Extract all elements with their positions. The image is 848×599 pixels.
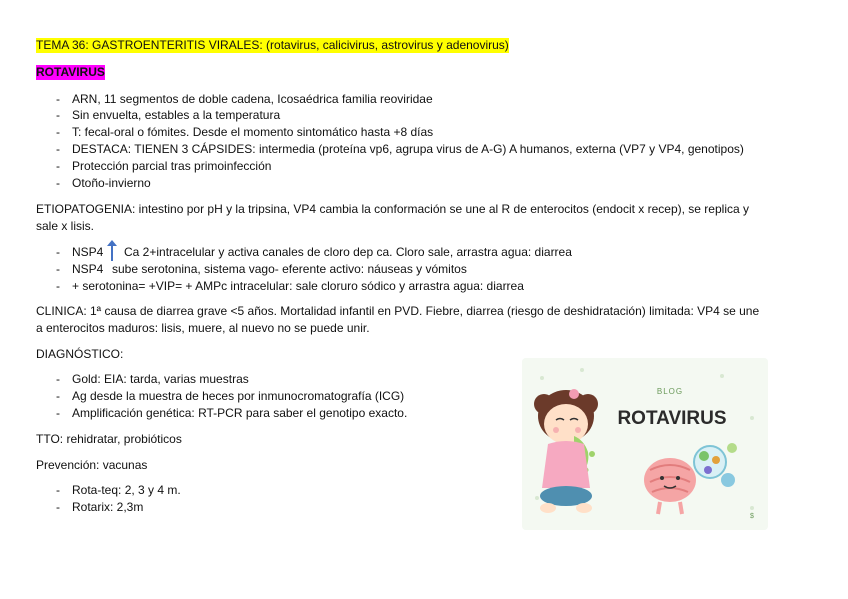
dash-bullet: - <box>56 262 60 276</box>
clinica-paragraph-line2: a enterocitos maduros: lisis, muere, al nuevo no se puede unir. <box>36 321 370 335</box>
dash-bullet: - <box>56 92 60 106</box>
dash-bullet: - <box>56 245 60 259</box>
dash-bullet: - <box>56 176 60 190</box>
dash-bullet: - <box>56 125 60 139</box>
prevencion-line: Prevención: vacunas <box>36 458 148 472</box>
dash-bullet: - <box>56 406 60 420</box>
rotavirus-blog-illustration <box>522 358 768 530</box>
svg-text:$: $ <box>750 513 754 520</box>
up-arrow-icon <box>111 245 113 261</box>
dash-bullet: - <box>56 483 60 497</box>
tto-line: TTO: rehidratar, probióticos <box>36 432 182 446</box>
dash-bullet: - <box>56 142 60 156</box>
blog-label: BLOG <box>656 387 684 396</box>
rotavirus-label: ROTAVIRUS <box>617 408 727 429</box>
dash-bullet: - <box>56 500 60 514</box>
dash-bullet: - <box>56 279 60 293</box>
document-title: TEMA 36: GASTROENTERITIS VIRALES: (rotavirus, calicivirus, astrovirus y adenovirus) <box>36 38 509 52</box>
dash-bullet: - <box>56 372 60 386</box>
document-page: TEMA 36: GASTROENTERITIS VIRALES: (rotavirus, calicivirus, astrovirus y adenovirus) ROTAVIRUS - ARN, 11 segmentos de doble cadena, Icosaédrica familia reoviridae - Sin envuelta, estables a la temperatura - T: fecal-oral o fómites. Desde el momento sintomático hasta +8 días - DESTACA: TIENEN 3 CÁPSIDES: intermedia (proteína vp6, agrupa virus de A-G) A humanos, externa (VP7 y VP4, genotipos) - Protección parcial tras primoinfección - Otoño-invierno ETIOPATOGENIA: intestino por pH y la tripsina, VP4 cambia la conformación se une al R de enterocitos (endocit x recep), se replica y sale x lisis. - NSP4 Ca 2+intracelular y activa canales de cloro dep ca. Cloro sale, arrastra agua: diarrea - NSP4 sube serotonina, sistema vago- eferente activo: náuseas y vómitos - + serotonina= +VIP= + AMPc intracelular: sale cloruro sódico y arrastra agua: diarrea CLINICA: 1ª causa de diarrea grave <5 años. Mortalidad infantil en PVD. Fiebre, diarrea (riesgo de deshidratación) limitada: VP4 se une a enterocitos maduros: lisis, muere, al nuevo no se puede unir. DIAGNÓSTICO: - Gold: EIA: tarda, varias muestras - Ag desde la muestra de heces por inmunocromatografía (ICG) - Amplificación genética: RT-PCR para saber el genotipo exacto. TTO: rehidratar, probióticos Prevención: vacunas - Rota-teq: 2, 3 y 4 m. - Rotarix: 2,3m BLOG ROTAVIRUS $ <box>0 0 848 599</box>
clinica-paragraph-line1: CLINICA: 1ª causa de diarrea grave <5 años. Mortalidad infantil en PVD. Fiebre, diarrea (riesgo de deshidratación) limitada: VP4 se une <box>36 304 760 318</box>
dash-bullet: - <box>56 159 60 173</box>
etiopatogenia-paragraph-line1: ETIOPATOGENIA: intestino por pH y la tripsina, VP4 cambia la conformación se une al R de enterocitos (endocit x recep), se replica y <box>36 202 749 216</box>
diagnostico-heading: DIAGNÓSTICO: <box>36 347 124 361</box>
etiopatogenia-paragraph-line2: sale x lisis. <box>36 219 95 233</box>
dash-bullet: - <box>56 389 60 403</box>
illustration-graphic <box>522 358 768 530</box>
dash-bullet: - <box>56 108 60 122</box>
section-heading-rotavirus: ROTAVIRUS <box>36 65 105 79</box>
